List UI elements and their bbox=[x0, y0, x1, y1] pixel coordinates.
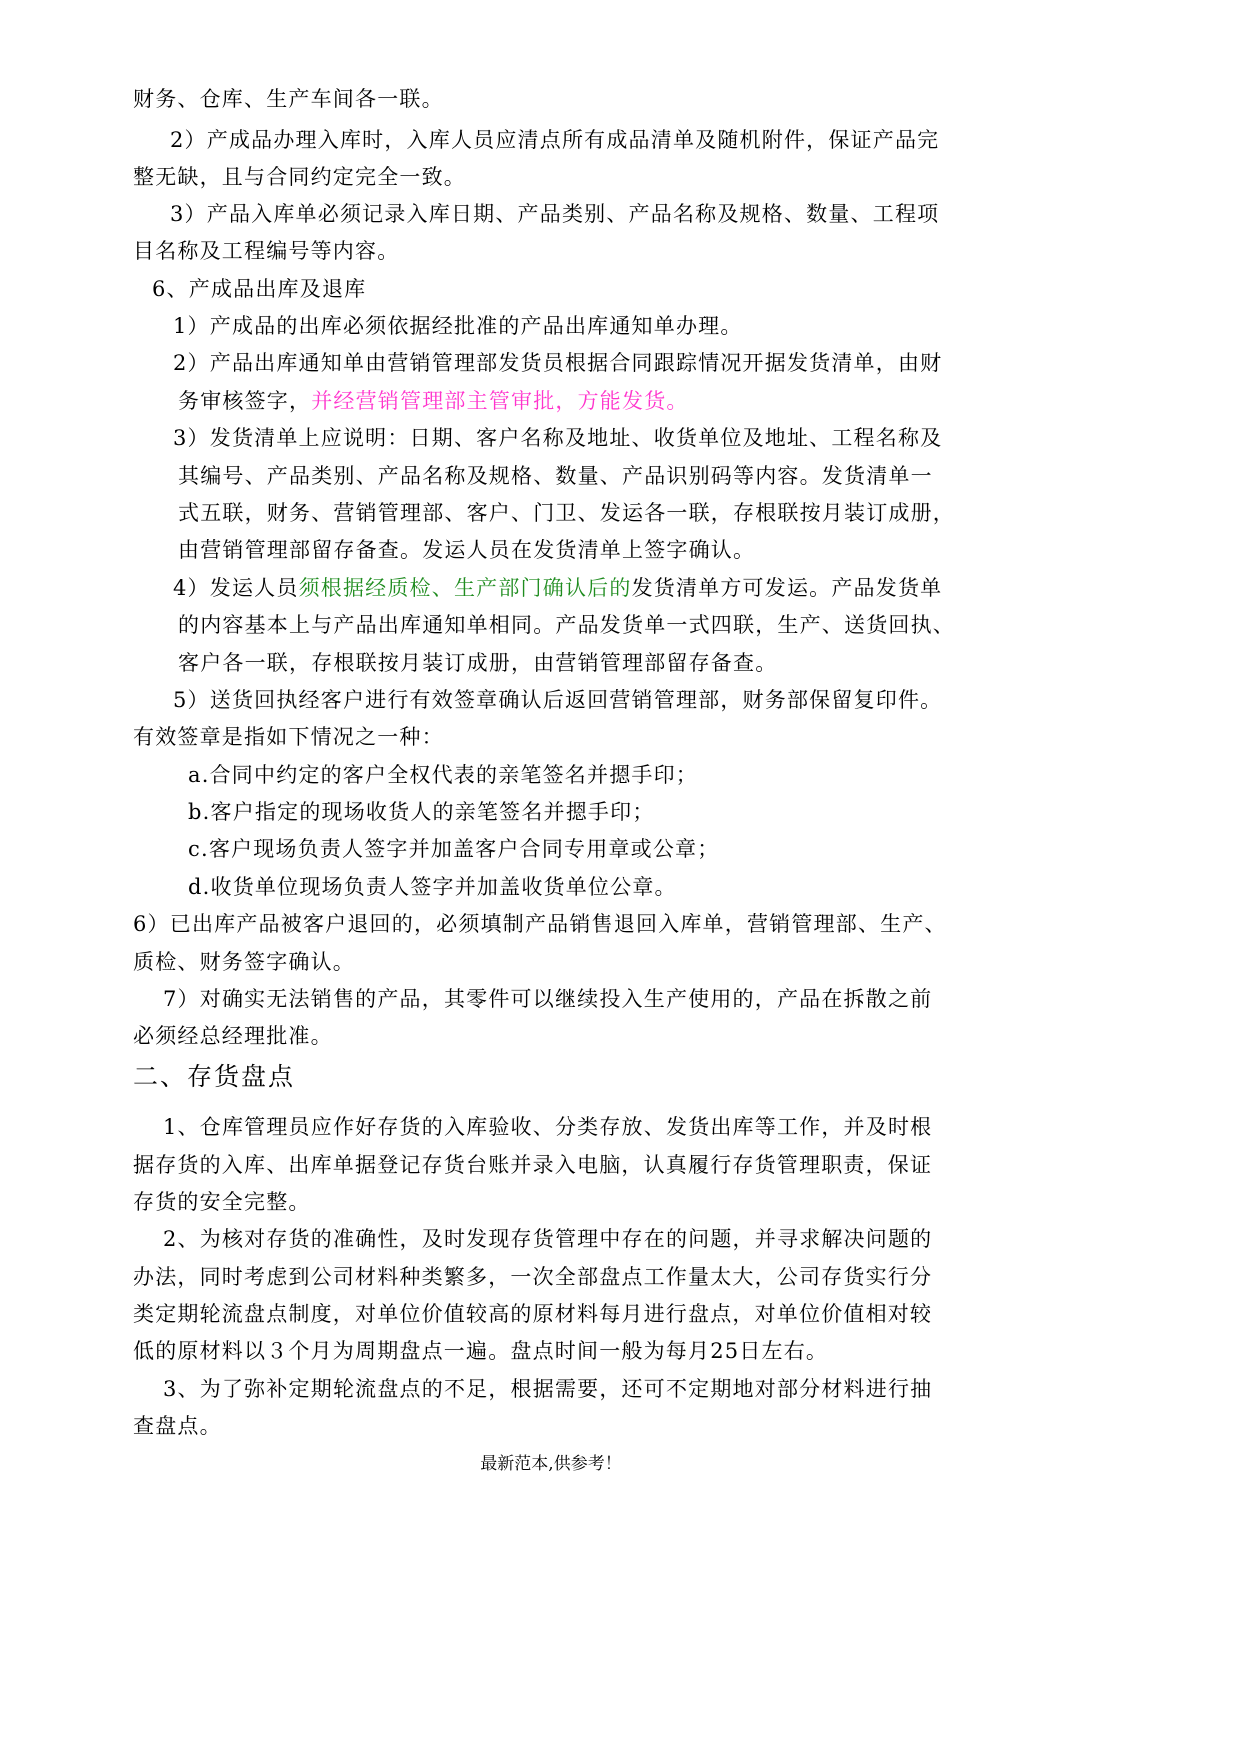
paragraph-line: 的内容基本上与产品出库通知单相同。产品发货单一式四联，生产、送货回执、 bbox=[178, 613, 955, 637]
paragraph-line: 1）产成品的出库必须依据经批准的产品出库通知单办理。 bbox=[173, 314, 743, 338]
paragraph-line: 其编号、产品类别、产品名称及规格、数量、产品识别码等内容。发货清单一 bbox=[178, 464, 933, 488]
paragraph-line: 3、为了弥补定期轮流盘点的不足，根据需要，还可不定期地对部分材料进行抽 bbox=[163, 1377, 933, 1401]
list-item: c.客户现场负责人签字并加盖客户合同专用章或公章； bbox=[188, 837, 720, 861]
text-run: 务审核签字， bbox=[178, 389, 312, 413]
text-run: 4）发运人员 bbox=[173, 576, 299, 600]
page-footer: 最新范本,供参考！ bbox=[480, 1454, 622, 1474]
section-subheading: 6、产成品出库及退库 bbox=[152, 277, 367, 301]
paragraph-line: 查盘点。 bbox=[133, 1414, 222, 1438]
paragraph-line: 2）产成品办理入库时，入库人员应清点所有成品清单及随机附件，保证产品完 bbox=[170, 128, 940, 152]
paragraph-line: 由营销管理部留存备查。发运人员在发货清单上签字确认。 bbox=[178, 538, 756, 562]
list-item: d.收货单位现场负责人签字并加盖收货单位公章。 bbox=[188, 875, 677, 899]
paragraph-line: 存货的安全完整。 bbox=[133, 1190, 311, 1214]
paragraph-line: 3）产品入库单必须记录入库日期、产品类别、产品名称及规格、数量、工程项 bbox=[170, 202, 940, 226]
paragraph-line: 据存货的入库、出库单据登记存货台账并录入电脑，认真履行存货管理职责，保证 bbox=[133, 1153, 933, 1177]
paragraph-line: 低的原材料以３个月为周期盘点一遍。盘点时间一般为每月25日左右。 bbox=[133, 1339, 829, 1363]
section-heading: 二、存货盘点 bbox=[133, 1062, 296, 1091]
paragraph-line: 财务、仓库、生产车间各一联。 bbox=[133, 87, 444, 111]
paragraph-line: 类定期轮流盘点制度，对单位价值较高的原材料每月进行盘点，对单位价值相对较 bbox=[133, 1302, 933, 1326]
highlighted-text: 须根据经质检、生产部门确认后的 bbox=[298, 576, 632, 600]
paragraph-line: 办法，同时考虑到公司材料种类繁多，一次全部盘点工作量太大，公司存货实行分 bbox=[133, 1265, 933, 1289]
paragraph-line: 2、为核对存货的准确性，及时发现存货管理中存在的问题，并寻求解决问题的 bbox=[163, 1227, 933, 1251]
paragraph-line: 1、仓库管理员应作好存货的入库验收、分类存放、发货出库等工作，并及时根 bbox=[163, 1115, 933, 1139]
paragraph-line: 目名称及工程编号等内容。 bbox=[133, 239, 400, 263]
list-item: b.客户指定的现场收货人的亲笔签名并摁手印； bbox=[188, 800, 655, 824]
paragraph-line: 有效签章是指如下情况之一种： bbox=[133, 725, 444, 749]
list-item: a.合同中约定的客户全权代表的亲笔签名并摁手印； bbox=[188, 763, 698, 787]
paragraph-line: 6）已出库产品被客户退回的，必须填制产品销售退回入库单，营销管理部、生产、 bbox=[133, 912, 947, 936]
paragraph-line: 客户各一联，存根联按月装订成册，由营销管理部留存备查。 bbox=[178, 651, 778, 675]
highlighted-text: 并经营销管理部主管审批，方能发货。 bbox=[311, 389, 689, 413]
paragraph-line: 整无缺，且与合同约定完全一致。 bbox=[133, 165, 466, 189]
paragraph-line: 质检、财务签字确认。 bbox=[133, 950, 355, 974]
paragraph-line bbox=[173, 575, 942, 601]
paragraph-line: 必须经总经理批准。 bbox=[133, 1024, 333, 1048]
paragraph-line: 7）对确实无法销售的产品，其零件可以继续投入生产使用的，产品在拆散之前 bbox=[163, 987, 933, 1011]
text-run: 发货清单方可发运。产品发货单 bbox=[631, 576, 943, 600]
paragraph-line bbox=[178, 388, 689, 414]
paragraph-line: 式五联，财务、营销管理部、客户、门卫、发运各一联，存根联按月装订成册， bbox=[178, 501, 955, 525]
paragraph-line: 2）产品出库通知单由营销管理部发货员根据合同跟踪情况开据发货清单，由财 bbox=[173, 351, 943, 375]
paragraph-line: 3）发货清单上应说明：日期、客户名称及地址、收货单位及地址、工程名称及 bbox=[173, 426, 943, 450]
paragraph-line: 5）送货回执经客户进行有效签章确认后返回营销管理部，财务部保留复印件。 bbox=[173, 688, 943, 712]
